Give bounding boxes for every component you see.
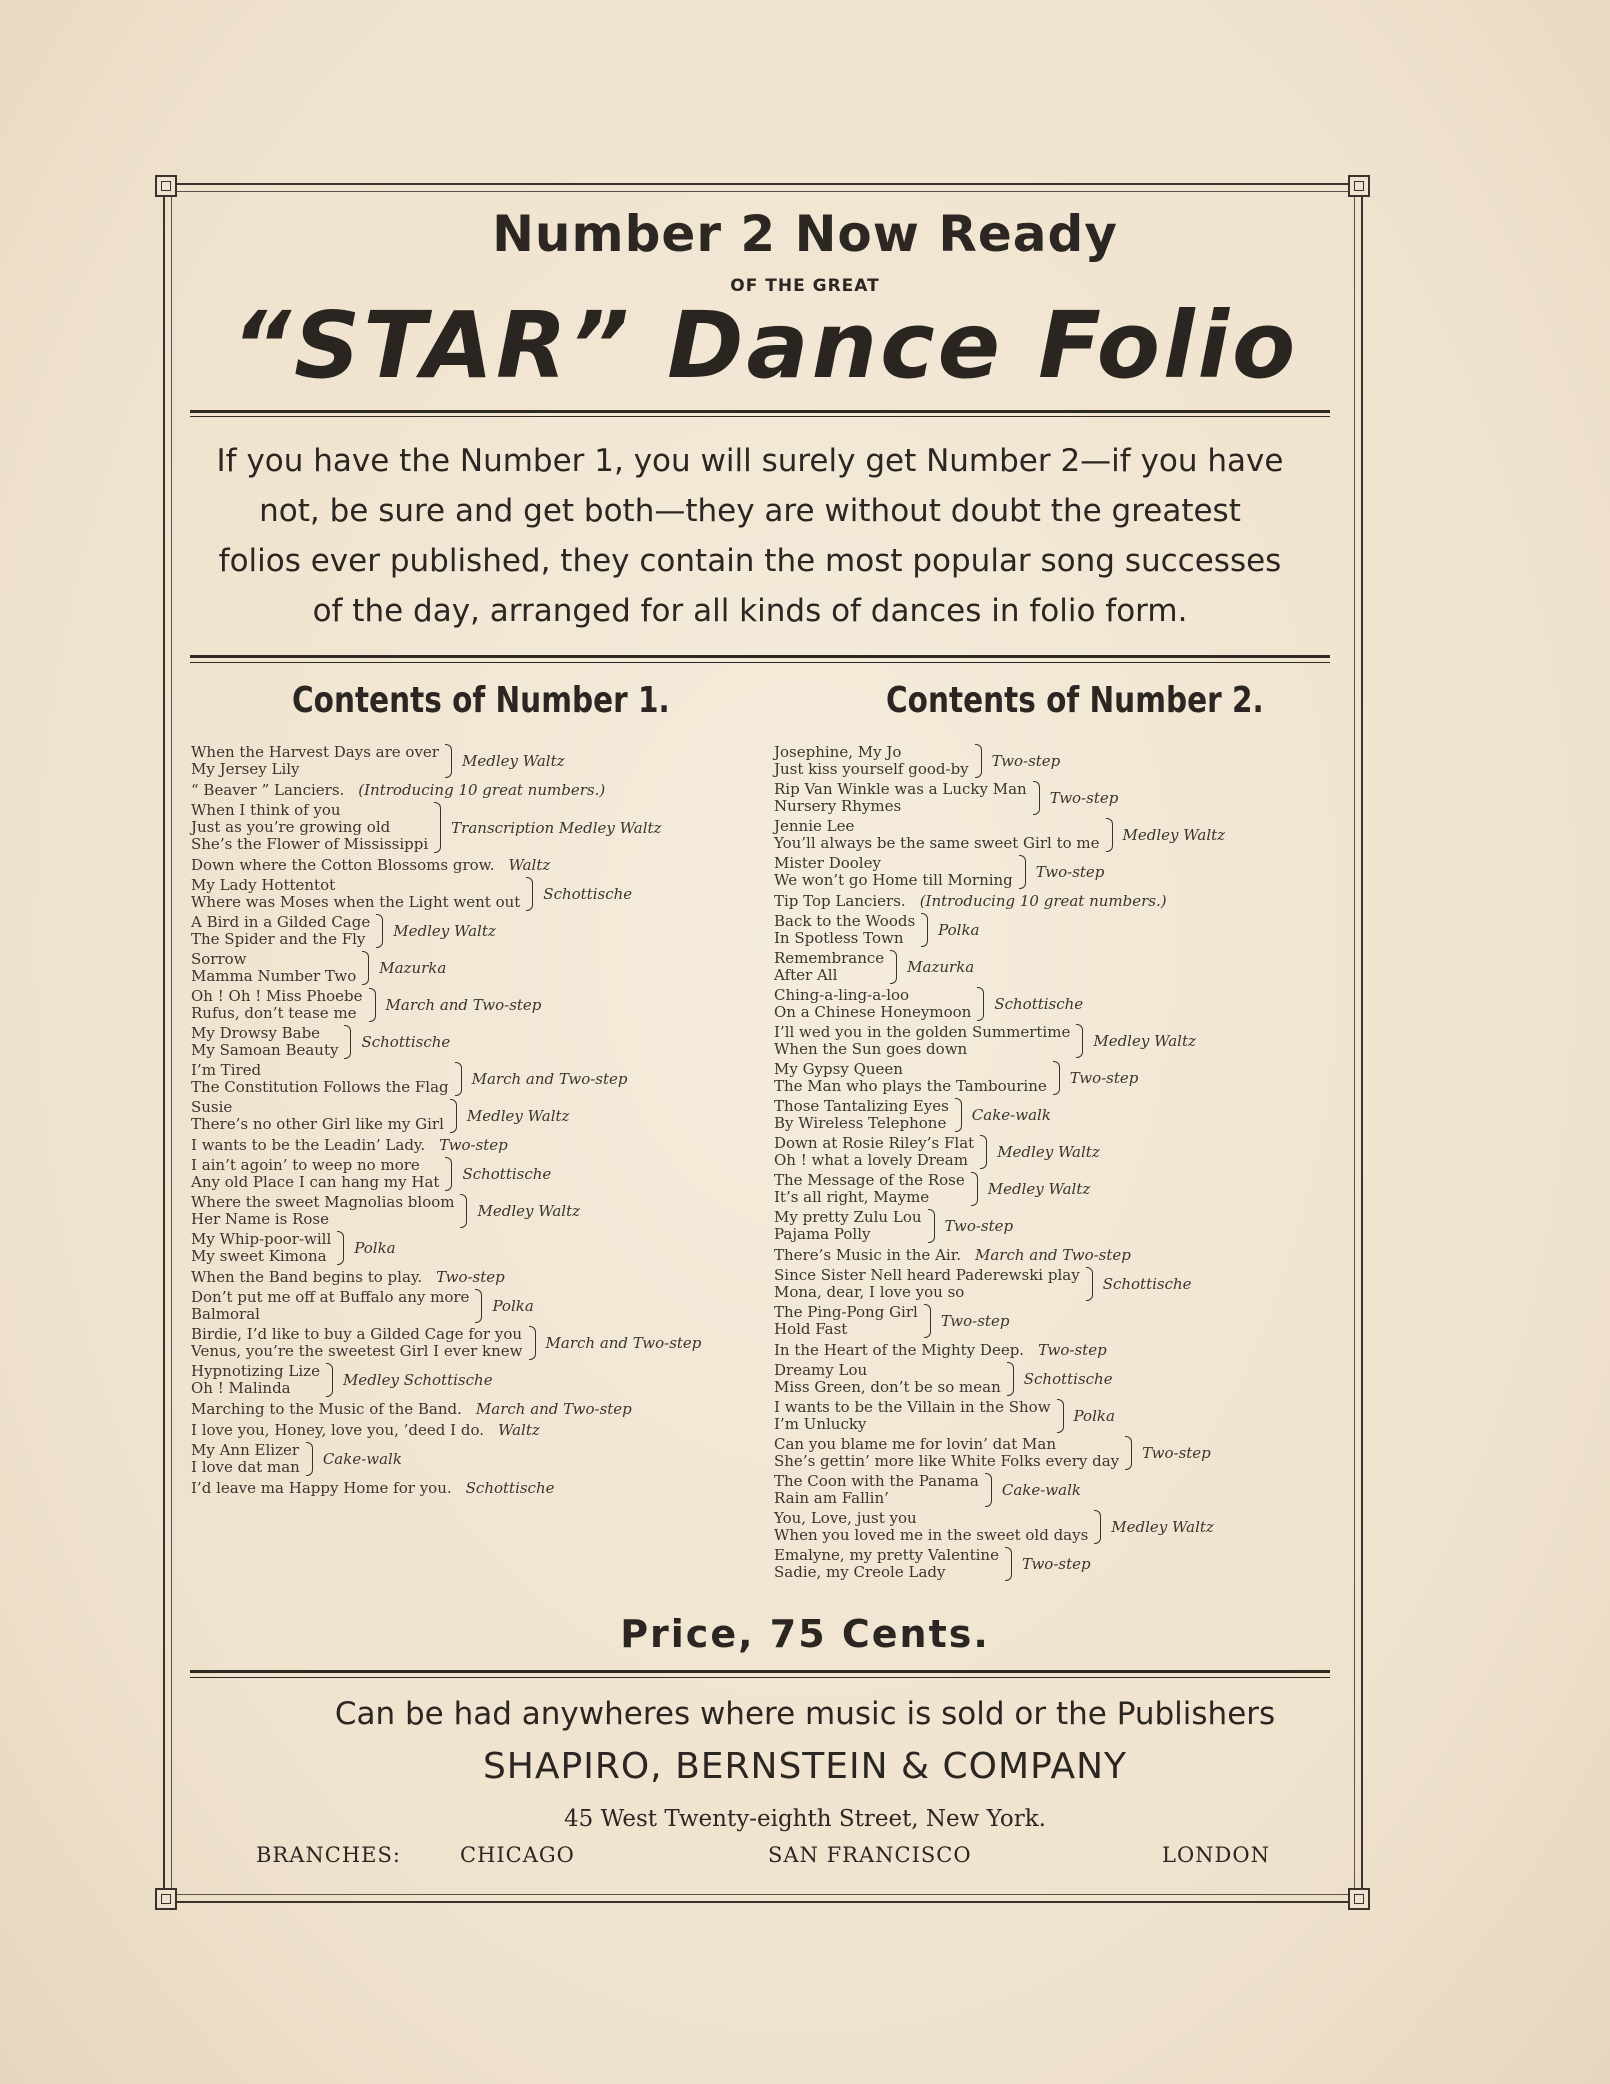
list-item <box>774 1098 1225 1132</box>
song-title: Her Name is Rose <box>191 1210 329 1228</box>
song-title: In Spotless Town <box>774 929 904 947</box>
song-title: By Wireless Telephone <box>774 1114 947 1132</box>
brace-mark <box>1094 1510 1101 1544</box>
brace-mark <box>445 1157 452 1191</box>
dance-type: Cake-walk <box>322 1450 402 1468</box>
song-title: Where was Moses when the Light went out <box>191 893 521 911</box>
song-title: Mister Dooley <box>774 854 881 872</box>
song-title: She’s the Flower of Mississippi <box>191 835 429 853</box>
song-titles <box>774 744 969 778</box>
song-titles <box>191 1194 454 1228</box>
brace-mark <box>529 1326 536 1360</box>
song-title: Back to the Woods <box>774 912 916 930</box>
brace-mark <box>980 1135 987 1169</box>
song-title: My sweet Kimona <box>191 1247 327 1265</box>
brace-mark <box>1033 781 1040 815</box>
dance-type: Transcription Medley Waltz <box>451 818 662 837</box>
dance-type: Medley Waltz <box>997 1143 1100 1161</box>
song-title: The Spider and the Fly <box>191 930 366 948</box>
song-title: Hold Fast <box>774 1320 848 1338</box>
song-titles <box>191 782 344 799</box>
publisher-name: SHAPIRO, BERNSTEIN & COMPANY <box>482 1746 1128 1787</box>
song-titles <box>191 1269 422 1286</box>
brace-mark <box>921 913 928 947</box>
dance-type: Schottische <box>361 1033 451 1051</box>
song-title: Remembrance <box>774 949 885 967</box>
list-item <box>774 1024 1225 1058</box>
song-title: Dreamy Lou <box>774 1361 868 1379</box>
brace-mark <box>376 914 383 948</box>
brace-mark <box>445 744 452 778</box>
folio-title: “STAR” Dance Folio <box>231 292 1299 399</box>
song-title: Those Tantalizing Eyes <box>774 1097 949 1115</box>
song-title: I’m Tired <box>191 1061 262 1079</box>
song-title: In the Heart of the Mighty Deep. <box>774 1340 1025 1359</box>
dance-type: Medley Waltz <box>1122 826 1226 844</box>
dance-type: Mazurka <box>379 959 447 977</box>
list-item <box>191 1479 701 1497</box>
list-item <box>191 1025 701 1059</box>
song-title: Oh ! Malinda <box>191 1379 291 1397</box>
dance-type: Two-step <box>1021 1555 1091 1573</box>
dance-type: (Introducing 10 great numbers.) <box>358 781 606 799</box>
song-title: Miss Green, don’t be so mean <box>774 1378 1001 1396</box>
brace-mark <box>1106 818 1113 852</box>
title-rule <box>190 410 1330 413</box>
contents-2-list <box>774 744 1225 1584</box>
list-item <box>774 1267 1225 1301</box>
dance-type: Schottische <box>462 1165 552 1183</box>
song-title: Marching to the Music of the Band. <box>191 1399 462 1418</box>
list-item <box>774 950 1225 984</box>
brace-mark <box>460 1194 467 1228</box>
song-titles <box>191 1137 425 1154</box>
song-title: When the Band begins to play. <box>191 1267 423 1286</box>
dance-type: Medley Waltz <box>1111 1518 1214 1536</box>
song-titles <box>774 1304 918 1338</box>
list-item <box>191 1099 701 1133</box>
list-item <box>774 1061 1225 1095</box>
song-titles <box>774 1061 1047 1095</box>
song-title: Can you blame me for lovin’ dat Man <box>774 1435 1056 1453</box>
dance-type: Two-step <box>1049 789 1119 807</box>
dance-type: Polka <box>492 1297 534 1315</box>
song-titles <box>774 1135 974 1169</box>
brace-mark <box>306 1442 313 1476</box>
song-titles <box>191 1062 449 1096</box>
dance-type: March and Two-step <box>545 1334 702 1352</box>
dance-type: March and Two-step <box>471 1070 628 1088</box>
song-title: We won’t go Home till Morning <box>774 871 1013 889</box>
dance-type: March and Two-step <box>475 1400 632 1418</box>
song-title: Rufus, don’t tease me <box>191 1004 357 1022</box>
list-item <box>774 1209 1225 1243</box>
list-item <box>774 1246 1225 1264</box>
brace-mark <box>434 802 441 853</box>
brace-mark <box>450 1099 457 1133</box>
song-title: Just as you’re growing old <box>191 818 391 836</box>
song-titles <box>191 1363 320 1397</box>
song-titles <box>774 1172 965 1206</box>
song-title: Where the sweet Magnolias bloom <box>191 1193 455 1211</box>
song-titles <box>774 1024 1070 1058</box>
song-titles <box>191 802 428 853</box>
brace-mark <box>890 950 897 984</box>
song-title: Down at Rosie Riley’s Flat <box>774 1134 975 1152</box>
brace-mark <box>1007 1362 1014 1396</box>
song-titles <box>774 1362 1001 1396</box>
dance-type: Schottische <box>1023 1370 1113 1388</box>
list-item <box>191 1442 701 1476</box>
song-title: Tip Top Lanciers. <box>774 891 906 910</box>
song-title: Venus, you’re the sweetest Girl I ever knew <box>191 1342 523 1360</box>
dance-type: Polka <box>938 921 980 939</box>
song-title: You, Love, just you <box>774 1509 917 1527</box>
brace-mark <box>975 744 982 778</box>
brace-mark <box>1005 1547 1012 1581</box>
availability-note: Can be had anywheres where music is sold or the Publishers <box>334 1696 1276 1732</box>
song-title: Jennie Lee <box>774 817 855 835</box>
dance-type: (Introducing 10 great numbers.) <box>919 892 1167 910</box>
song-title: There’s no other Girl like my Girl <box>191 1115 444 1133</box>
list-item <box>191 1136 701 1154</box>
song-title: Mamma Number Two <box>191 967 357 985</box>
song-title: My Whip-poor-will <box>191 1230 332 1248</box>
song-title: I wants to be the Leadin’ Lady. <box>191 1135 426 1154</box>
song-titles <box>191 1025 338 1059</box>
brace-mark <box>971 1172 978 1206</box>
song-title: Don’t put me off at Buffalo any more <box>191 1288 470 1306</box>
song-title: Susie <box>191 1098 233 1116</box>
brace-mark <box>326 1363 333 1397</box>
song-title: After All <box>774 966 838 984</box>
song-title: Any old Place I can hang my Hat <box>191 1173 440 1191</box>
list-item <box>774 987 1225 1021</box>
song-titles <box>774 1267 1080 1301</box>
dance-type: Two-step <box>1035 863 1105 881</box>
song-titles <box>774 1209 922 1243</box>
song-titles <box>774 855 1013 889</box>
list-item <box>191 1289 701 1323</box>
branches-label: BRANCHES: <box>256 1843 401 1867</box>
song-title: A Bird in a Gilded Cage <box>191 913 371 931</box>
song-title: There’s Music in the Air. <box>774 1245 961 1264</box>
branch-san-francisco: SAN FRANCISCO <box>768 1843 972 1867</box>
song-titles <box>774 913 915 947</box>
song-titles <box>191 1099 444 1133</box>
song-titles <box>774 1247 961 1264</box>
song-title: Rain am Fallin’ <box>774 1489 889 1507</box>
song-title: My Lady Hottentot <box>191 876 336 894</box>
song-titles <box>774 1098 949 1132</box>
brace-mark <box>475 1289 482 1323</box>
song-title: “ Beaver ” Lanciers. <box>191 780 345 799</box>
brace-mark <box>1057 1399 1064 1433</box>
dance-type: Schottische <box>1102 1275 1192 1293</box>
brace-mark <box>928 1209 935 1243</box>
brace-mark <box>1125 1436 1132 1470</box>
dance-type: Two-step <box>439 1136 508 1154</box>
list-item <box>774 855 1225 889</box>
dance-type: Cake-walk <box>1001 1481 1081 1499</box>
list-item <box>191 1326 701 1360</box>
dance-type: Two-step <box>1038 1341 1107 1359</box>
brace-mark <box>526 877 533 911</box>
song-title: My Drowsy Babe <box>191 1024 321 1042</box>
list-item <box>774 1341 1225 1359</box>
footer-rule-thin <box>190 1677 1330 1678</box>
song-title: My Gypsy Queen <box>774 1060 903 1078</box>
intro-paragraph: If you have the Number 1, you will surely get Number 2—if you have not, be sure and get both—they are without doubt the greatest folios ever published, they contain the most popular song successes of the day, arranged for all kinds of dances in folio form. <box>216 443 1284 629</box>
dance-type: March and Two-step <box>385 996 542 1014</box>
list-item <box>774 1172 1225 1206</box>
song-title: Emalyne, my pretty Valentine <box>774 1546 999 1564</box>
song-titles <box>774 1342 1024 1359</box>
list-item <box>191 1157 701 1191</box>
song-title: The Message of the Rose <box>774 1171 965 1189</box>
song-title: When I think of you <box>191 801 341 819</box>
song-title: The Constitution Follows the Flag <box>191 1078 449 1096</box>
song-title: On a Chinese Honeymoon <box>774 1003 972 1021</box>
song-titles <box>191 1442 300 1476</box>
corner-ornament-top-left <box>155 175 177 197</box>
song-title: Just kiss yourself good-by <box>774 760 969 778</box>
song-title: Sorrow <box>191 950 247 968</box>
song-title: The Ping-Pong Girl <box>774 1303 918 1321</box>
list-item <box>774 913 1225 947</box>
list-item <box>774 781 1225 815</box>
list-item <box>191 1268 701 1286</box>
song-titles <box>774 987 971 1021</box>
dance-type: Waltz <box>497 1421 540 1439</box>
list-item <box>774 1473 1225 1507</box>
song-titles <box>191 1326 523 1360</box>
song-title: Mona, dear, I love you so <box>774 1283 965 1301</box>
song-title: It’s all right, Mayme <box>774 1188 930 1206</box>
song-title: I love dat man <box>191 1458 300 1476</box>
dance-type: Medley Waltz <box>466 1107 570 1125</box>
list-item <box>191 914 701 948</box>
list-item <box>191 1194 701 1228</box>
song-titles <box>774 818 1100 852</box>
title-rule-thin <box>190 416 1330 417</box>
song-title: I wants to be the Villain in the Show <box>774 1398 1051 1416</box>
list-item <box>774 1399 1225 1433</box>
dance-type: Medley Waltz <box>461 752 565 770</box>
brace-mark <box>344 1025 351 1059</box>
brace-mark <box>1053 1061 1060 1095</box>
dance-type: Polka <box>354 1239 396 1257</box>
branch-london: LONDON <box>1162 1843 1270 1867</box>
song-titles <box>191 1401 462 1418</box>
song-title: I love you, Honey, love you, ’deed I do. <box>191 1420 484 1439</box>
song-title: Sadie, my Creole Lady <box>774 1563 946 1581</box>
song-title: Balmoral <box>191 1305 260 1323</box>
list-item <box>774 1436 1225 1470</box>
song-title: I’d leave ma Happy Home for you. <box>191 1478 452 1497</box>
dance-type: Medley Schottische <box>342 1371 493 1389</box>
song-title: You’ll always be the same sweet Girl to me <box>774 834 1100 852</box>
contents-1-heading: Contents of Number 1. <box>292 680 670 721</box>
contents-2-heading: Contents of Number 2. <box>886 680 1264 721</box>
brace-mark <box>362 951 369 985</box>
dance-type: March and Two-step <box>975 1246 1131 1264</box>
song-titles <box>191 1231 331 1265</box>
dance-type: Medley Waltz <box>393 922 496 940</box>
corner-ornament-top-right <box>1348 175 1370 197</box>
publisher-address: 45 West Twenty-eighth Street, New York. <box>564 1806 1046 1832</box>
song-title: She’s gettin’ more like White Folks every day <box>774 1452 1120 1470</box>
dance-type: Schottische <box>543 885 633 903</box>
list-item <box>191 1231 701 1265</box>
brace-mark <box>1076 1024 1083 1058</box>
song-title: My pretty Zulu Lou <box>774 1208 922 1226</box>
dance-type: Mazurka <box>907 958 975 976</box>
song-titles <box>774 1399 1051 1433</box>
song-title: My Ann Elizer <box>191 1441 300 1459</box>
song-title: Oh ! what a lovely Dream <box>774 1151 968 1169</box>
dance-type: Waltz <box>508 856 551 874</box>
list-item <box>191 744 701 778</box>
song-titles <box>774 1547 999 1581</box>
brace-mark <box>455 1062 462 1096</box>
corner-ornament-bottom-right <box>1348 1888 1370 1910</box>
dance-type: Two-step <box>940 1312 1010 1330</box>
footer-rule <box>190 1670 1330 1673</box>
song-titles <box>191 914 370 948</box>
list-item <box>191 1400 701 1418</box>
list-item <box>191 802 701 853</box>
brace-mark <box>985 1473 992 1507</box>
dance-type: Polka <box>1073 1407 1115 1425</box>
dance-type: Two-step <box>436 1268 505 1286</box>
list-item <box>191 781 701 799</box>
song-titles <box>191 744 439 778</box>
song-title: My Jersey Lily <box>191 760 300 778</box>
brace-mark <box>1019 855 1026 889</box>
song-titles <box>191 988 363 1022</box>
song-titles <box>191 1157 439 1191</box>
song-titles <box>191 857 494 874</box>
dance-type: Two-step <box>991 752 1061 770</box>
list-item <box>774 1362 1225 1396</box>
intro-rule-thin <box>190 662 1330 663</box>
song-title: Hypnotizing Lize <box>191 1362 320 1380</box>
song-titles <box>774 1473 979 1507</box>
song-titles <box>774 950 884 984</box>
intro-rule <box>190 655 1330 658</box>
dance-type: Medley Waltz <box>477 1202 581 1220</box>
dance-type: Medley Waltz <box>1093 1032 1196 1050</box>
song-title: I ain’t agoin’ to weep no more <box>191 1156 420 1174</box>
list-item <box>774 818 1225 852</box>
song-title: When the Harvest Days are over <box>191 743 439 761</box>
song-title: When you loved me in the sweet old days <box>774 1526 1089 1544</box>
song-titles <box>774 781 1027 815</box>
song-title: Nursery Rhymes <box>774 797 902 815</box>
song-title: My Samoan Beauty <box>191 1041 339 1059</box>
song-title: I’m Unlucky <box>774 1415 867 1433</box>
song-title: Oh ! Oh ! Miss Phoebe <box>191 987 363 1005</box>
branch-chicago: CHICAGO <box>460 1843 575 1867</box>
song-titles <box>191 1289 469 1323</box>
song-title: When the Sun goes down <box>774 1040 968 1058</box>
list-item <box>774 744 1225 778</box>
brace-mark <box>1086 1267 1093 1301</box>
corner-ornament-bottom-left <box>155 1888 177 1910</box>
price: Price, 75 Cents. <box>620 1612 990 1656</box>
song-titles <box>191 1422 484 1439</box>
list-item <box>191 877 701 911</box>
list-item <box>191 1062 701 1096</box>
song-title: Ching-a-ling-a-loo <box>774 986 910 1004</box>
contents-1-list <box>191 744 701 1500</box>
dance-type: Schottische <box>465 1479 555 1497</box>
dance-type: Two-step <box>944 1217 1014 1235</box>
song-titles <box>191 951 356 985</box>
list-item <box>191 951 701 985</box>
song-title: Down where the Cotton Blossoms grow. <box>191 855 495 874</box>
song-titles <box>774 1510 1088 1544</box>
subheadline: OF THE GREAT <box>730 276 880 296</box>
list-item <box>191 1363 701 1397</box>
dance-type: Cake-walk <box>971 1106 1051 1124</box>
list-item <box>774 1547 1225 1581</box>
song-title: The Coon with the Panama <box>774 1472 979 1490</box>
dance-type: Medley Waltz <box>987 1180 1091 1198</box>
song-titles <box>774 893 906 910</box>
dance-type: Two-step <box>1142 1444 1211 1462</box>
list-item <box>774 1510 1225 1544</box>
list-item <box>191 988 701 1022</box>
song-titles <box>191 1480 452 1497</box>
list-item <box>774 1304 1225 1338</box>
song-title: Birdie, I’d like to buy a Gilded Cage for you <box>191 1325 523 1343</box>
brace-mark <box>924 1304 931 1338</box>
dance-type: Schottische <box>994 995 1084 1013</box>
song-titles <box>191 877 520 911</box>
song-title: Pajama Polly <box>774 1225 871 1243</box>
list-item <box>774 892 1225 910</box>
song-titles <box>774 1436 1119 1470</box>
brace-mark <box>977 987 984 1021</box>
song-title: Since Sister Nell heard Paderewski play <box>774 1266 1080 1284</box>
list-item <box>191 1421 701 1439</box>
brace-mark <box>337 1231 344 1265</box>
brace-mark <box>955 1098 962 1132</box>
song-title: The Man who plays the Tambourine <box>774 1077 1047 1095</box>
list-item <box>774 1135 1225 1169</box>
headline: Number 2 Now Ready <box>492 205 1118 263</box>
song-title: I’ll wed you in the golden Summertime <box>774 1023 1071 1041</box>
list-item <box>191 856 701 874</box>
song-title: Josephine, My Jo <box>774 743 902 761</box>
dance-type: Two-step <box>1069 1069 1139 1087</box>
song-title: Rip Van Winkle was a Lucky Man <box>774 780 1027 798</box>
brace-mark <box>369 988 376 1022</box>
